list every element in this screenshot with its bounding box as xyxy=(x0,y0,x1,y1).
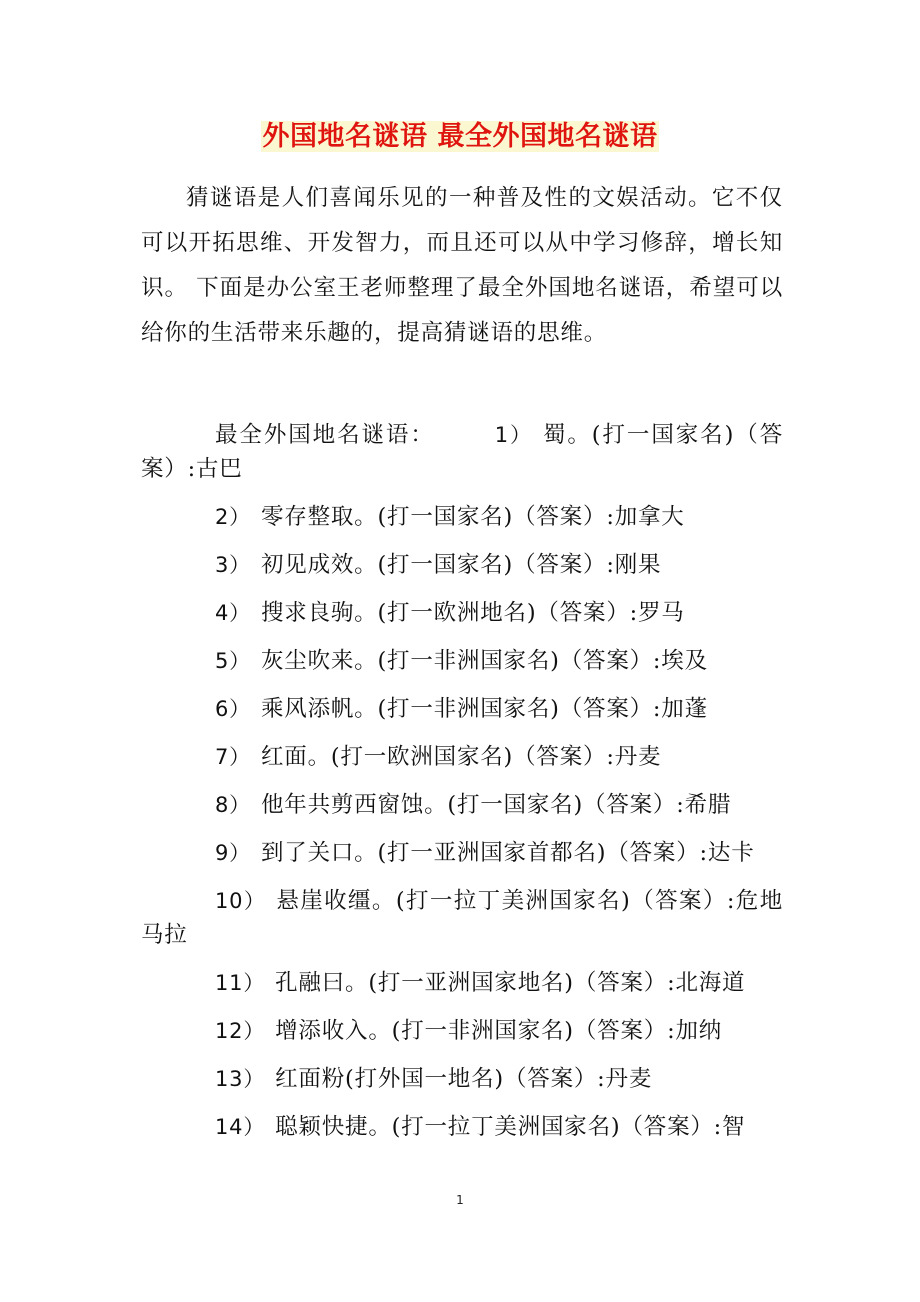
riddle-number: 12） xyxy=(215,1019,266,1043)
riddle-number: 4） xyxy=(215,601,251,625)
page-title-text: 外国地名谜语 最全外国地名谜语 xyxy=(262,121,658,152)
list-item xyxy=(141,692,783,726)
riddle-text: 他年共剪西窗蚀。(打一国家名)（答案）:希腊 xyxy=(260,792,732,818)
list-item xyxy=(141,1062,783,1096)
list-item xyxy=(141,884,783,952)
list-item xyxy=(141,548,783,582)
list-item xyxy=(141,500,783,534)
riddle-number: 14） xyxy=(215,1115,266,1139)
list-item xyxy=(141,418,783,486)
intro-paragraph: 猜谜语是人们喜闻乐见的一种普及性的文娱活动。它不仅可以开拓思维、开发智力，而且还可以从中学习修辞，增长知识。 下面是办公室王老师整理了最全外国地名谜语，希望可以给你的生活带来乐趣的，提高猜谜语的思维。 xyxy=(141,185,783,346)
page-title xyxy=(0,117,920,157)
riddle-number: 7） xyxy=(215,745,251,769)
list-heading: 最全外国地名谜语： xyxy=(215,422,435,448)
riddle-text: 灰尘吹来。(打一非洲国家名)（答案）:埃及 xyxy=(260,648,708,674)
list-item xyxy=(141,596,783,630)
riddle-text: 搜求良驹。(打一欧洲地名)（答案）:罗马 xyxy=(260,600,685,626)
riddle-number: 2） xyxy=(215,505,251,529)
list-item xyxy=(141,788,783,822)
riddle-text: 红面粉(打外国一地名)（答案）:丹麦 xyxy=(275,1066,653,1092)
riddle-text: 悬崖收缰。(打一拉丁美洲国家名)（答案）:危地马拉 xyxy=(141,888,783,948)
list-item xyxy=(141,740,783,774)
list-item xyxy=(141,644,783,678)
riddle-text: 孔融曰。(打一亚洲国家地名)（答案）:北海道 xyxy=(275,970,746,996)
riddle-list xyxy=(141,418,783,1158)
riddle-number: 5） xyxy=(215,649,251,673)
riddle-number: 13） xyxy=(215,1067,266,1091)
riddle-text: 聪颖快捷。(打一拉丁美洲国家名)（答案）:智 xyxy=(275,1114,746,1140)
page-number: 1 xyxy=(456,1193,464,1207)
riddle-number: 3） xyxy=(215,553,251,577)
list-item xyxy=(141,1014,783,1048)
riddle-text: 增添收入。(打一非洲国家名)（答案）:加纳 xyxy=(275,1018,723,1044)
riddle-text: 蜀。(打一国家名)（答案）:古巴 xyxy=(141,422,784,482)
riddle-number: 8） xyxy=(215,793,251,817)
riddle-text: 到了关口。(打一亚洲国家首都名)（答案）:达卡 xyxy=(260,840,755,866)
riddle-text: 红面。(打一欧洲国家名)（答案）:丹麦 xyxy=(260,744,662,770)
list-item xyxy=(141,966,783,1000)
riddle-number: 1） xyxy=(494,423,533,447)
riddle-number: 11） xyxy=(215,971,266,995)
list-item xyxy=(141,836,783,870)
riddle-text: 乘风添帆。(打一非洲国家名)（答案）:加蓬 xyxy=(260,696,708,722)
list-item xyxy=(141,1110,783,1144)
riddle-number: 9） xyxy=(215,841,251,865)
riddle-number: 6） xyxy=(215,697,251,721)
riddle-number: 10） xyxy=(215,889,267,913)
riddle-text: 初见成效。(打一国家名)（答案）:刚果 xyxy=(260,552,662,578)
riddle-text: 零存整取。(打一国家名)（答案）:加拿大 xyxy=(260,504,685,530)
